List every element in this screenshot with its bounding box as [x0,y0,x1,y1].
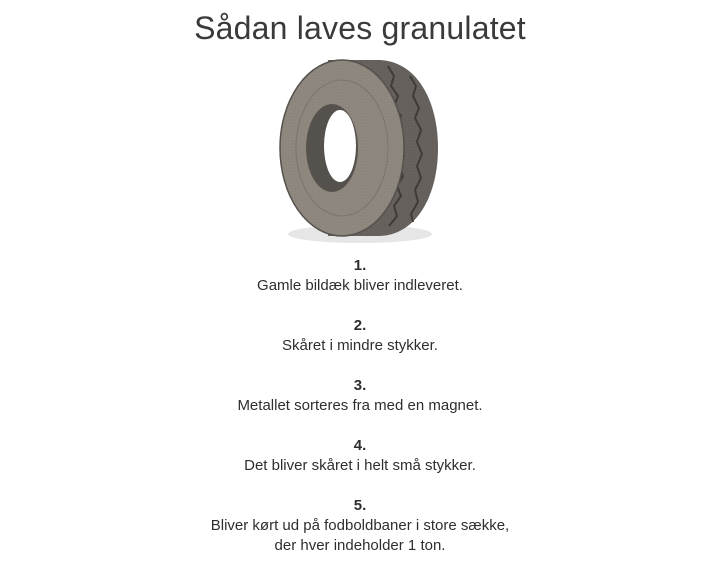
step-2 [0,316,720,356]
step-5 [0,496,720,556]
step-text-line: der hver indeholder 1 ton. [274,537,446,554]
tire-icon [270,56,450,250]
step-text-line: Det bliver skåret i helt små stykker. [244,457,476,474]
step-text-line: Gamle bildæk bliver indleveret. [257,277,463,294]
step-1 [0,256,720,296]
tire-illustration [270,56,450,250]
step-4 [0,436,720,476]
step-text [0,336,720,356]
step-text [0,396,720,416]
step-number: 3. [353,377,367,394]
step-number: 2. [353,317,367,334]
page-title: Sådan laves granulatet [194,10,526,46]
step-3 [0,376,720,416]
step-text-line: Skåret i mindre stykker. [282,337,438,354]
step-text [0,276,720,296]
step-text-line: Metallet sorteres fra med en magnet. [237,397,483,414]
step-text [0,456,720,476]
step-number: 4. [353,437,367,454]
step-number: 5. [353,497,367,514]
step-number: 1. [353,257,367,274]
step-text [0,516,720,556]
step-text-line: Bliver kørt ud på fodboldbaner i store sække, [210,517,510,534]
